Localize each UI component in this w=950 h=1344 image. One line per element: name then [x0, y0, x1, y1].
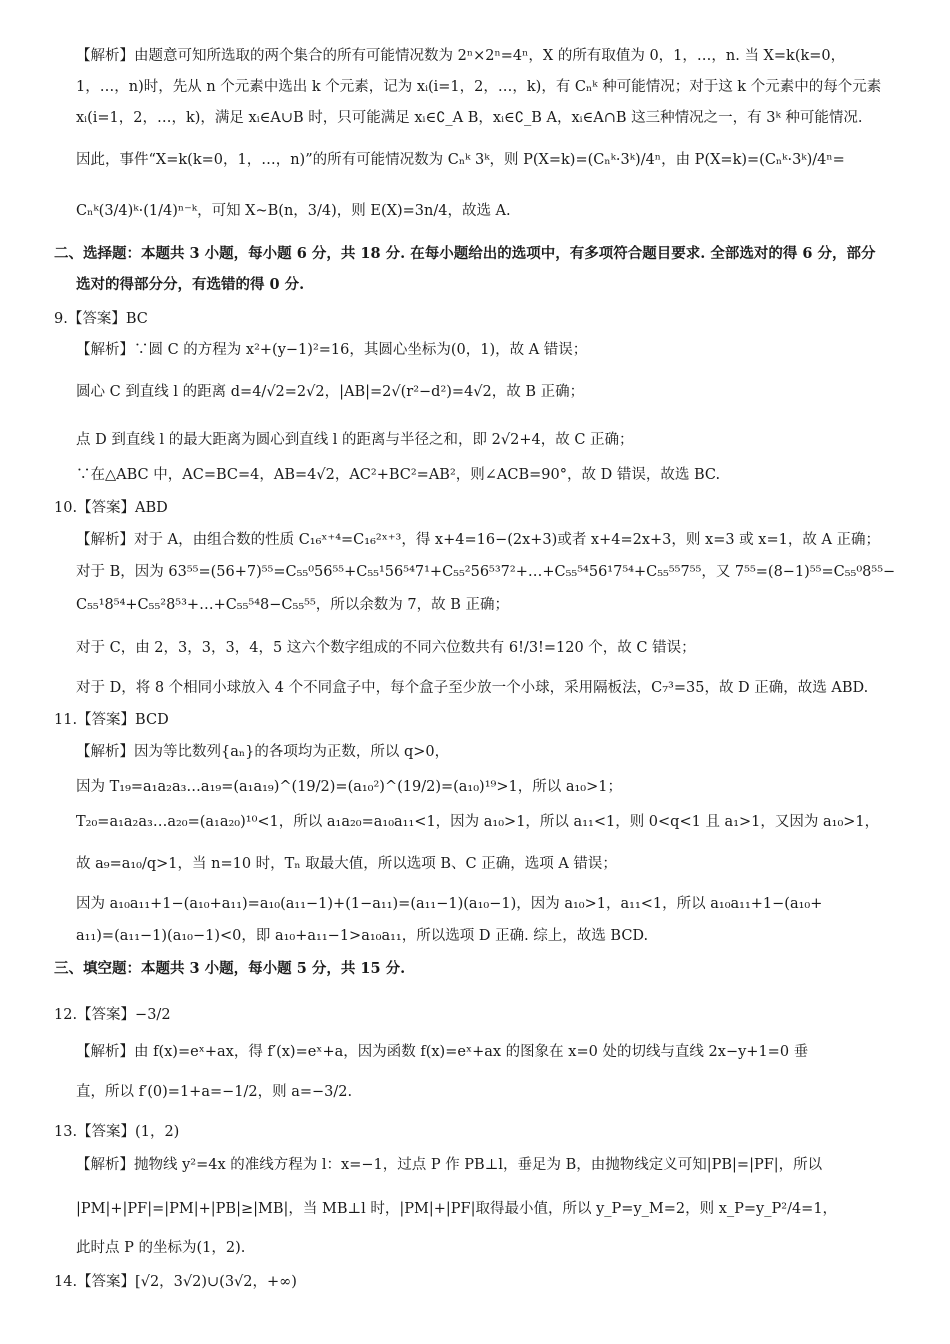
- answer-label: 9.【答案】BC: [54, 311, 148, 327]
- text-line: 【解析】抛物线 y²=4x 的准线方程为 l：x=−1，过点 P 作 PB⊥l，垂足为 B，由抛物线定义可知|PB|=|PF|，所以: [76, 1157, 823, 1173]
- text-line: 因为 T₁₉=a₁a₂a₃…a₁₉=(a₁a₁₉)^(19/2)=(a₁₀²)^(19/2)=(a₁₀)¹⁹>1，所以 a₁₀>1；: [76, 779, 622, 795]
- text-line: a₁₁)=(a₁₁−1)(a₁₀−1)<0，即 a₁₀+a₁₁−1>a₁₀a₁₁，所以选项 D 正确. 综上，故选 BCD.: [76, 928, 649, 944]
- text-line: 【解析】由 f(x)=eˣ+ax，得 f′(x)=eˣ+a，因为函数 f(x)=eˣ+ax 的图象在 x=0 处的切线与直线 2x−y+1=0 垂: [76, 1044, 809, 1060]
- section-heading: 选对的得部分分，有选错的得 0 分.: [76, 276, 305, 293]
- text-line: 【解析】由题意可知所选取的两个集合的所有可能情况数为 2ⁿ×2ⁿ=4ⁿ，X 的所有取值为 0，1，…，n. 当 X=k(k=0，: [76, 48, 846, 64]
- text-line: 因此，事件“X=k(k=0，1，…，n)”的所有可能情况数为 Cₙᵏ 3ᵏ，则 P(X=k)=(Cₙᵏ·3ᵏ)/4ⁿ，由 P(X=k)=(Cₙᵏ·3ᵏ)/4ⁿ=: [76, 152, 845, 168]
- text-line: 此时点 P 的坐标为(1，2).: [76, 1240, 246, 1256]
- text-line: Cₙᵏ(3/4)ᵏ·(1/4)ⁿ⁻ᵏ，可知 X~B(n，3/4)，则 E(X)=3n/4，故选 A.: [76, 203, 511, 219]
- text-line: 【解析】∵圆 C 的方程为 x²+(y−1)²=16，其圆心坐标为(0，1)，故 A 错误；: [76, 342, 588, 358]
- text-line: 因为 a₁₀a₁₁+1−(a₁₀+a₁₁)=a₁₀(a₁₁−1)+(1−a₁₁)=(a₁₁−1)(a₁₀−1)，因为 a₁₀>1，a₁₁<1，所以 a₁₀a₁₁+1−(a₁₀+: [76, 896, 823, 912]
- text-line: 对于 C，由 2，3，3，3，4，5 这六个数字组成的不同六位数共有 6!/3!=120 个，故 C 错误；: [76, 640, 696, 656]
- answer-label: 12.【答案】−3/2: [54, 1007, 171, 1023]
- answer-label: 14.【答案】[√2，3√2)∪(3√2，+∞): [54, 1274, 297, 1290]
- answer-label: 13.【答案】(1，2): [54, 1124, 180, 1140]
- text-line: T₂₀=a₁a₂a₃…a₂₀=(a₁a₂₀)¹⁰<1，所以 a₁a₂₀=a₁₀a₁₁<1，因为 a₁₀>1，所以 a₁₁<1，则 0<q<1 且 a₁>1，又因为 a₁₀>1，: [76, 814, 880, 830]
- answer-label: 11.【答案】BCD: [54, 712, 169, 728]
- text-line: 直，所以 f′(0)=1+a=−1/2，则 a=−3/2.: [76, 1084, 353, 1100]
- text-line: C₅₅¹8⁵⁴+C₅₅²8⁵³+…+C₅₅⁵⁴8−C₅₅⁵⁵，所以余数为 7，故 B 正确；: [76, 597, 509, 613]
- section-heading: 三、填空题：本题共 3 小题，每小题 5 分，共 15 分.: [54, 960, 406, 977]
- text-line: 圆心 C 到直线 l 的距离 d=4/√2=2√2，|AB|=2√(r²−d²)=4√2，故 B 正确；: [76, 384, 585, 400]
- text-line: xᵢ(i=1，2，…，k)，满足 xᵢ∈A∪B 时，只可能满足 xᵢ∈∁_A B，xᵢ∈∁_B A，xᵢ∈A∩B 这三种情况之一，有 3ᵏ 种可能情况.: [76, 110, 863, 126]
- text-line: ∵在△ABC 中，AC=BC=4，AB=4√2，AC²+BC²=AB²，则∠ACB=90°，故 D 错误，故选 BC.: [76, 467, 721, 483]
- text-line: 【解析】因为等比数列{aₙ}的各项均为正数，所以 q>0，: [76, 744, 450, 760]
- section-heading: 二、选择题：本题共 3 小题，每小题 6 分，共 18 分. 在每小题给出的选项中，有多项符合题目要求. 全部选对的得 6 分，部分: [54, 245, 876, 262]
- text-line: 1，…，n)时，先从 n 个元素中选出 k 个元素，记为 xᵢ(i=1，2，…，k)，有 Cₙᵏ 种可能情况；对于这 k 个元素中的每个元素: [76, 79, 882, 95]
- text-line: 对于 B，因为 63⁵⁵=(56+7)⁵⁵=C₅₅⁰56⁵⁵+C₅₅¹56⁵⁴7¹+C₅₅²56⁵³7²+…+C₅₅⁵⁴56¹7⁵⁴+C₅₅⁵⁵7⁵⁵，又 7⁵⁵=(8−1)⁵⁵=C₅₅⁰8⁵⁵−: [76, 564, 896, 580]
- answer-label: 10.【答案】ABD: [54, 500, 168, 516]
- text-line: |PM|+|PF|=|PM|+|PB|≥|MB|，当 MB⊥l 时，|PM|+|PF|取得最小值，所以 y_P=y_M=2，则 x_P=y_P²/4=1，: [76, 1201, 838, 1217]
- text-line: 对于 D，将 8 个相同小球放入 4 个不同盒子中，每个盒子至少放一个小球，采用隔板法，C₇³=35，故 D 正确，故选 ABD.: [76, 680, 869, 696]
- text-line: 【解析】对于 A，由组合数的性质 C₁₆ˣ⁺⁴=C₁₆²ˣ⁺³，得 x+4=16−(2x+3)或者 x+4=2x+3，则 x=3 或 x=1，故 A 正确；: [76, 532, 881, 548]
- text-line: 点 D 到直线 l 的最大距离为圆心到直线 l 的距离与半径之和，即 2√2+4，故 C 正确；: [76, 432, 634, 448]
- text-line: 故 a₉=a₁₀/q>1，当 n=10 时，Tₙ 取最大值，所以选项 B、C 正确，选项 A 错误；: [76, 856, 617, 872]
